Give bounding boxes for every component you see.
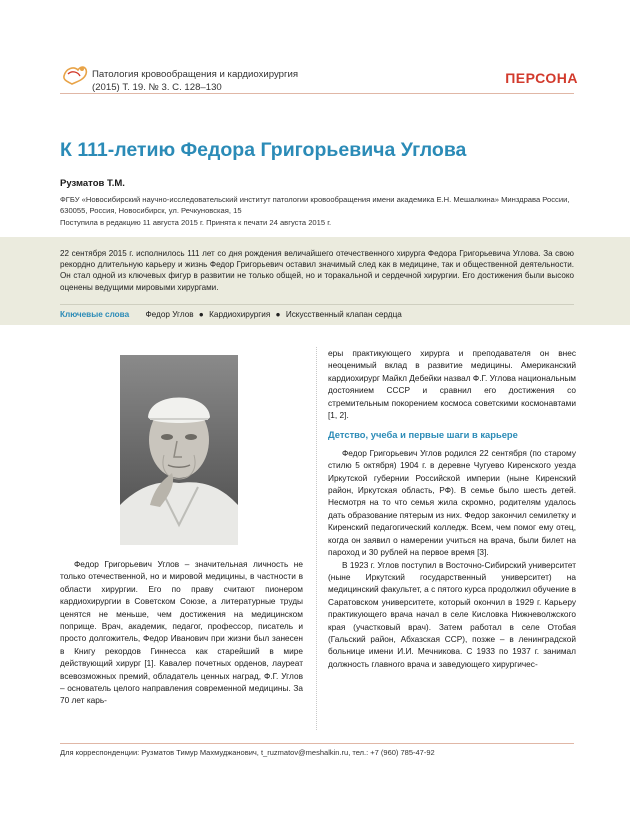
keyword: Кардиохирургия (209, 310, 271, 319)
author-name: Рузматов Т.М. (60, 178, 125, 189)
journal-volume: (2015) Т. 19. № 3. С. 128–130 (92, 81, 222, 93)
keywords-divider (60, 304, 574, 305)
paragraph: Федор Григорьевич Углов – значительная личность не только отечественной, но и мировой медицины, в частности в области хирургии. Его по праву считают пионером кардиохирургии в Советском Союзе, а литературные труды ценятся не меньше, чем достижения на медицинском поприще. Врач, академик, педагог, профессор, писатель и просто долгожитель, Федор Иванович при жизни был занесен в Книгу рекордов Гиннесса как старейший в мире действующий хирург [1]. Кавалер почетных орденов, лауреат всевозможных премий, обладатель ценных наград, Ф.Г. Углов – основатель целого направления современной медицины. За 70 лет карь- (60, 559, 303, 706)
header-divider (60, 93, 574, 94)
paragraph: еры практикующего хирурга и преподавателя он внес неоценимый вклад в развитие медицины. Американский кардиохирург Майкл Дебейки назвал Ф.Г. Углова национальным достоянием СССР и сравнил его достижения со стремительным покорением космоса советскими космонавтами [1, 2]. (328, 348, 576, 421)
journal-name: Патология кровообращения и кардиохирургия (92, 69, 299, 80)
paragraph: Федор Григорьевич Углов родился 22 сентября (по старому стилю 5 октября) 1904 г. в деревне Чугуево Киренского уезда Иркутской губернии Российской империи (ныне Киренский район, Иркутская область, РФ). В семье было шесть детей. Несмотря на то что семья жила скромно, родителям удалось дать образование пятерым из них. Федор закончил семилетку и Киренский педагогический колледж. Всем, чем помог ему отец, когда он заявил о намерении учиться на врача, были билет на пароход и 30 рублей на первое время [3]. (328, 447, 576, 558)
body-left-column (60, 558, 303, 707)
keywords-label: Ключевые слова (60, 310, 130, 319)
abstract-text: 22 сентября 2015 г. исполнилось 111 лет со дня рождения величайшего отечественного хирурга Федора Григорьевича Углова. За свою рекордно длительную карьеру и жизнь Федор Григорьевич оставил значимый след как в медицине, так и общественной деятельности. Он стал одной из ключевых фигур в развитии не только общей, но и торакальной и сердечной хирургии. Его достижения были высоко оценены ведущими мировыми хирургами. (60, 249, 574, 292)
portrait-photo (120, 355, 238, 545)
keyword: Федор Углов (145, 310, 194, 319)
bullet-icon: ● (273, 310, 283, 319)
journal-reference (92, 69, 298, 94)
received-dates: Поступила в редакцию 11 августа 2015 г. Принята к печати 24 августа 2015 г. (60, 218, 332, 227)
article-title: К 111-летию Федора Григорьевича Углова (60, 139, 467, 161)
section-label: ПЕРСОНА (505, 70, 578, 86)
bullet-icon: ● (196, 310, 207, 319)
keywords-line (60, 310, 402, 319)
paragraph: В 1923 г. Углов поступил в Восточно-Сибирский университет (ныне Иркутский государственный университет) на медицинский факультет, а с пятого курса продолжил обучение в Саратовском университете, который окончил в 1929 г. Карьеру практикующего врача начал в селе Кисловка Нижневолжского края (участковый врач). Затем работал в селе Отобая (Гальский район, Абхазская ССР), позже – в ленинградской больнице имени И.И. Мечникова. С 1933 по 1937 г. занимал должность главного врача и заведующего хирургичес- (328, 559, 576, 669)
keyword: Искусственный клапан сердца (285, 310, 402, 319)
section-heading: Детство, учеба и первые шаги в карьере (328, 429, 518, 441)
correspondence-footer: Для корреспонденции: Рузматов Тимур Махмуджанович, t_ruzmatov@meshalkin.ru, тел.: +7 (960) 785-47-92 (60, 748, 435, 757)
author-affiliation: ФГБУ «Новосибирский научно-исследовательский институт патологии кровообращения имени академика Е.Н. Мешалкина» Минздрава России, 630055, Россия, Новосибирск, ул. Речкуновская, 15 (60, 195, 570, 215)
body-right-column (328, 347, 576, 670)
footer-divider (60, 743, 574, 744)
journal-logo-icon (60, 60, 90, 86)
column-divider (316, 347, 317, 730)
